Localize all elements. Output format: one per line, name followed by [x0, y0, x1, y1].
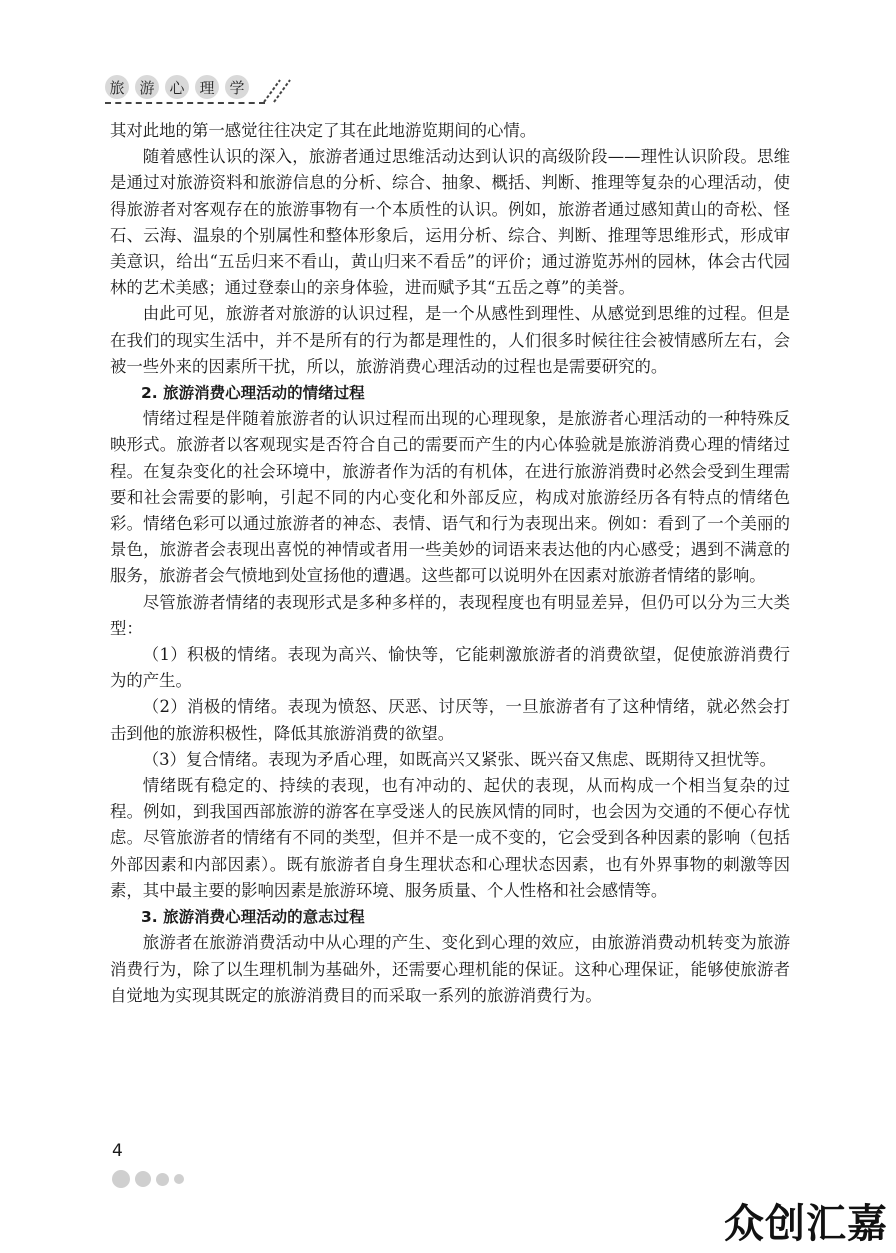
- header-dashed-rule: [105, 102, 265, 104]
- footer-dot-icon: [174, 1174, 184, 1184]
- section-heading-emotion-process: 2. 旅游消费心理活动的情绪过程: [141, 384, 365, 403]
- footer-dot-icon: [112, 1170, 130, 1188]
- paragraph-continuation: 其对此地的第一感觉往往决定了其在此地游览期间的心情。: [110, 121, 537, 140]
- paragraph-emotion-factors: 情绪既有稳定的、持续的表现，也有冲动的、起伏的表现，从而构成一个相当复杂的过程。例如，到我国西部旅游的游客在享受迷人的民族风情的同时，也会因为交通的不便心存忧虑。尽管旅游者的情绪有不同的类型，但并不是一成不变的，它会受到各种因素的影响（包括外部因素和内部因素）。既有旅游者自身生理状态和心理状态因素，也有外界事物的刺激等因素，其中最主要的影响因素是旅游环境、服务质量、个人性格和社会感情等。: [110, 776, 790, 900]
- paragraph-cognition-summary: 由此可见，旅游者对旅游的认识过程，是一个从感性到理性、从感觉到思维的过程。但是在我们的现实生活中，并不是所有的行为都是理性的，人们很多时候往往会被情感所左右，会被一些外来的因素所干扰，所以，旅游消费心理活动的过程也是需要研究的。: [110, 304, 790, 376]
- paragraph-emotion-types-intro: 尽管旅游者情绪的表现形式是多种多样的，表现程度也有明显差异，但仍可以分为三大类型：: [110, 592, 790, 638]
- footer-dot-icon: [156, 1173, 169, 1186]
- running-header: [105, 72, 255, 102]
- header-char-3: 心: [165, 75, 189, 99]
- header-char-4: 理: [195, 75, 219, 99]
- list-item-compound-emotion: （3）复合情绪。表现为矛盾心理，如既高兴又紧张、既兴奋又焦虑、既期待又担忧等。: [142, 749, 777, 769]
- list-item-positive-emotion: （1）积极的情绪。表现为高兴、愉快等，它能刺激旅游者的消费欲望，促使旅游消费行为的产生。: [110, 645, 790, 691]
- header-slash-decoration: [260, 70, 296, 106]
- header-char-5: 学: [225, 75, 249, 99]
- header-char-2: 游: [135, 75, 159, 99]
- list-item-negative-emotion: （2）消极的情绪。表现为愤怒、厌恶、讨厌等，一旦旅游者有了这种情绪，就必然会打击到他的旅游积极性，降低其旅游消费的欲望。: [110, 697, 790, 743]
- footer-dots-decoration: [112, 1170, 189, 1188]
- paragraph-rational-cognition: 随着感性认识的深入，旅游者通过思维活动达到认识的高级阶段——理性认识阶段。思维是通过对旅游资料和旅游信息的分析、综合、抽象、概括、判断、推理等复杂的心理活动，使得旅游者对客观存在的旅游事物有一个本质性的认识。例如，旅游者通过感知黄山的奇松、怪石、云海、温泉的个别属性和整体形象后，运用分析、综合、判断、推理等思维形式，形成审美意识，给出“五岳归来不看山，黄山归来不看岳”的评价；通过游览苏州的园林，体会古代园林的艺术美感；通过登泰山的亲身体验，进而赋予其“五岳之尊”的美誉。: [110, 147, 790, 298]
- footer-dot-icon: [135, 1171, 151, 1187]
- paragraph-will-process: 旅游者在旅游消费活动中从心理的产生、变化到心理的效应，由旅游消费动机转变为旅游消费行为，除了以生理机制为基础外，还需要心理机能的保证。这种心理保证，能够使旅游者自觉地为实现其既定的旅游消费目的而采取一系列的旅游消费行为。: [110, 933, 790, 1005]
- page-number: 4: [112, 1141, 123, 1161]
- body-text: [110, 118, 790, 1009]
- section-heading-will-process: 3. 旅游消费心理活动的意志过程: [141, 908, 365, 927]
- paragraph-emotion-definition: 情绪过程是伴随着旅游者的认识过程而出现的心理现象，是旅游者心理活动的一种特殊反映形式。旅游者以客观现实是否符合自己的需要而产生的内心体验就是旅游消费心理的情绪过程。在复杂变化的社会环境中，旅游者作为活的有机体，在进行旅游消费时必然会受到生理需要和社会需要的影响，引起不同的内心变化和外部反应，构成对旅游经历各有特点的情绪色彩。情绪色彩可以通过旅游者的神态、表情、语气和行为表现出来。例如：看到了一个美丽的景色，旅游者会表现出喜悦的神情或者用一些美妙的词语来表达他的内心感受；遇到不满意的服务，旅游者会气愤地到处宣扬他的遭遇。这些都可以说明外在因素对旅游者情绪的影响。: [110, 409, 790, 586]
- header-char-1: 旅: [105, 75, 129, 99]
- watermark-logo: 众创汇嘉: [724, 1201, 888, 1247]
